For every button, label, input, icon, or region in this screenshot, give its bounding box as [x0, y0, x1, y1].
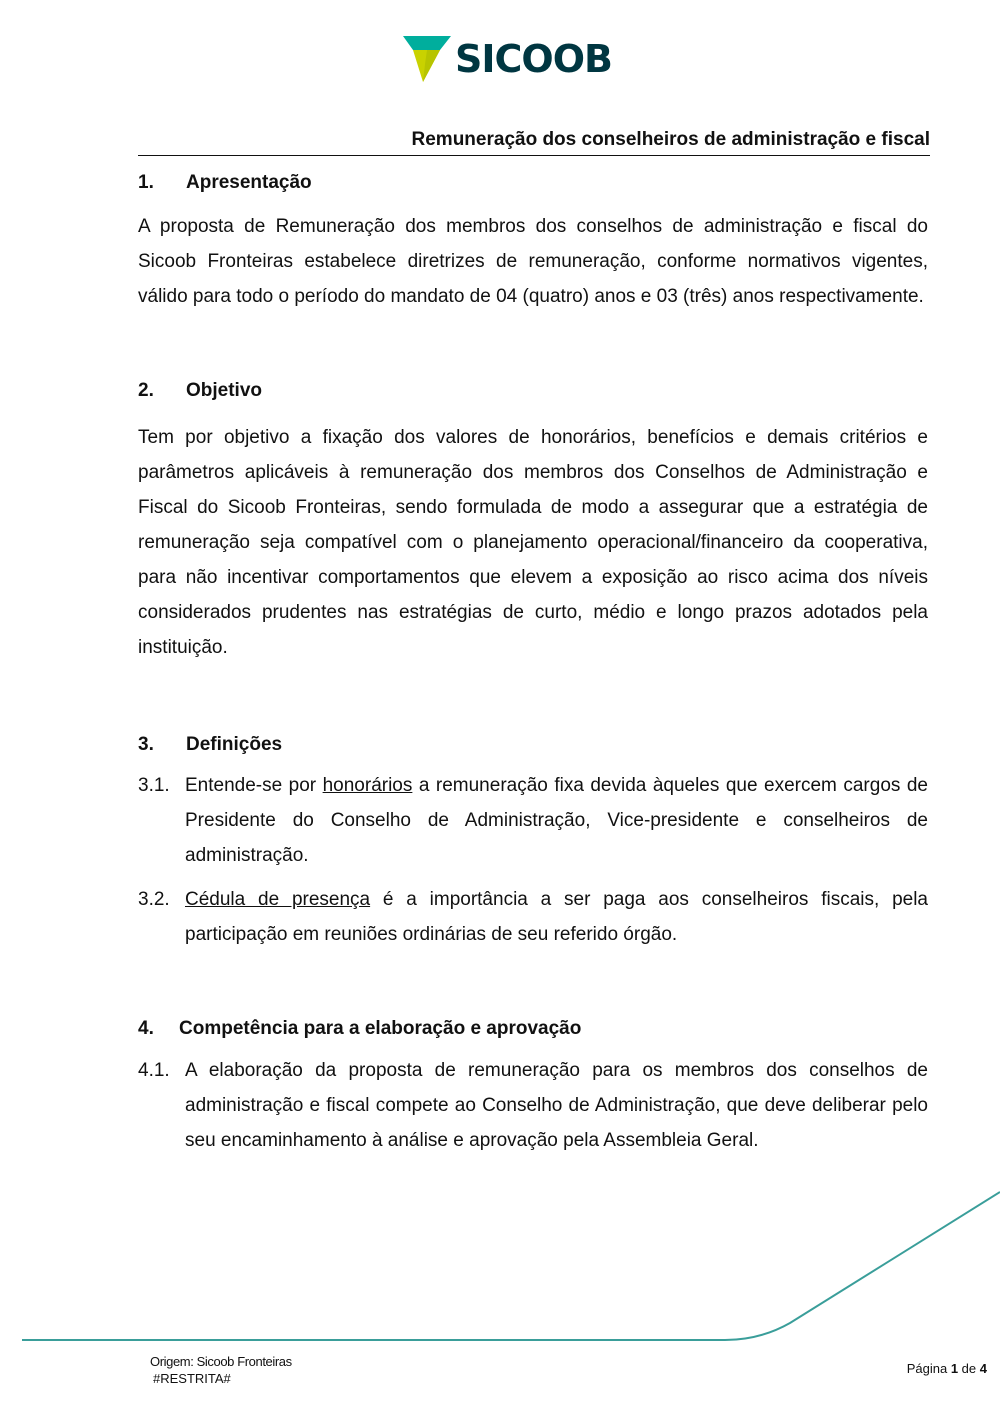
footer-curve — [22, 1192, 1000, 1340]
section-number: 2. — [138, 380, 154, 401]
item-number: 3.2. — [138, 889, 170, 910]
page-number — [907, 1360, 987, 1377]
section-number: 1. — [138, 172, 154, 193]
section-definicoes — [138, 730, 928, 952]
item-number: 4.1. — [138, 1060, 170, 1081]
logo-teal-shape — [403, 36, 451, 50]
section-title: Competência para a elaboração e aprovação — [179, 1018, 582, 1039]
title-divider — [138, 155, 930, 156]
item-text-before: Entende-se por — [185, 775, 323, 796]
page-separator: de — [961, 1361, 977, 1376]
section-title: Objetivo — [186, 380, 263, 401]
section-number: 3. — [138, 734, 154, 755]
sicoob-logo — [403, 34, 612, 84]
section-number: 4. — [138, 1018, 154, 1039]
section-heading — [138, 1014, 928, 1044]
item-text: A elaboração da proposta de remuneração para os membros dos conselhos de administração e fiscal compete ao Conselho de Administração, que deve deliberar pelo seu encaminhamento à análise e aprovação pela Assembleia Geral. — [185, 1060, 928, 1151]
section-objetivo — [138, 376, 928, 665]
competence-item — [138, 1053, 928, 1158]
definition-item — [138, 882, 928, 952]
section-paragraph: Tem por objetivo a fixação dos valores de honorários, benefícios e demais critérios e parâmetros aplicáveis à remuneração dos membros dos Conselhos de Administração e Fiscal do Sicoob Fronteiras, sendo formulada de modo a assegurar que a estratégia de remuneração seja compatível com o planejamento operacional/financeiro da cooperativa, para não incentivar comportamentos que elevem a exposição ao risco acima dos níveis considerados prudentes nas estratégias de curto, médio e longo prazos adotados pela instituição. — [138, 427, 928, 658]
defined-term: Cédula de presença — [185, 889, 371, 910]
footer-origin: Origem: Sicoob Fronteiras — [150, 1354, 292, 1369]
section-paragraph: A proposta de Remuneração dos membros dos conselhos de administração e fiscal do Sicoob Fronteiras estabelece diretrizes de remuneração, conforme normativos vigentes, válido para todo o período do mandato de 04 (quatro) anos e 03 (três) anos respectivamente. — [138, 216, 928, 307]
document-body — [138, 168, 928, 1158]
section-heading — [138, 730, 928, 760]
section-heading — [138, 376, 928, 406]
definition-item — [138, 768, 928, 873]
section-title: Definições — [186, 734, 283, 755]
document-title: Remuneração dos conselheiros de administração e fiscal — [411, 129, 930, 150]
sicoob-logo-icon — [403, 34, 453, 84]
section-competencia — [138, 1014, 928, 1158]
section-apresentacao — [138, 168, 928, 314]
section-title: Apresentação — [186, 172, 312, 193]
footer-classification: #RESTRITA# — [153, 1371, 231, 1386]
item-number: 3.1. — [138, 775, 170, 796]
section-heading — [138, 168, 928, 198]
page-total: 4 — [979, 1361, 987, 1376]
item-text-after: é a importância a ser paga aos conselheiros fiscais, pela participação em reuniões ordinárias de seu referido órgão. — [185, 889, 928, 945]
defined-term: honorários — [322, 775, 413, 796]
item-text-after: a remuneração fixa devida àqueles que exercem cargos de Presidente do Conselho de Administração, Vice-presidente e conselheiros de administração. — [185, 775, 928, 866]
page-label: Página — [906, 1361, 948, 1376]
logo-wordmark: SICOOB — [455, 37, 612, 81]
footer-wave-line — [0, 1180, 1000, 1360]
page-current: 1 — [950, 1361, 959, 1376]
